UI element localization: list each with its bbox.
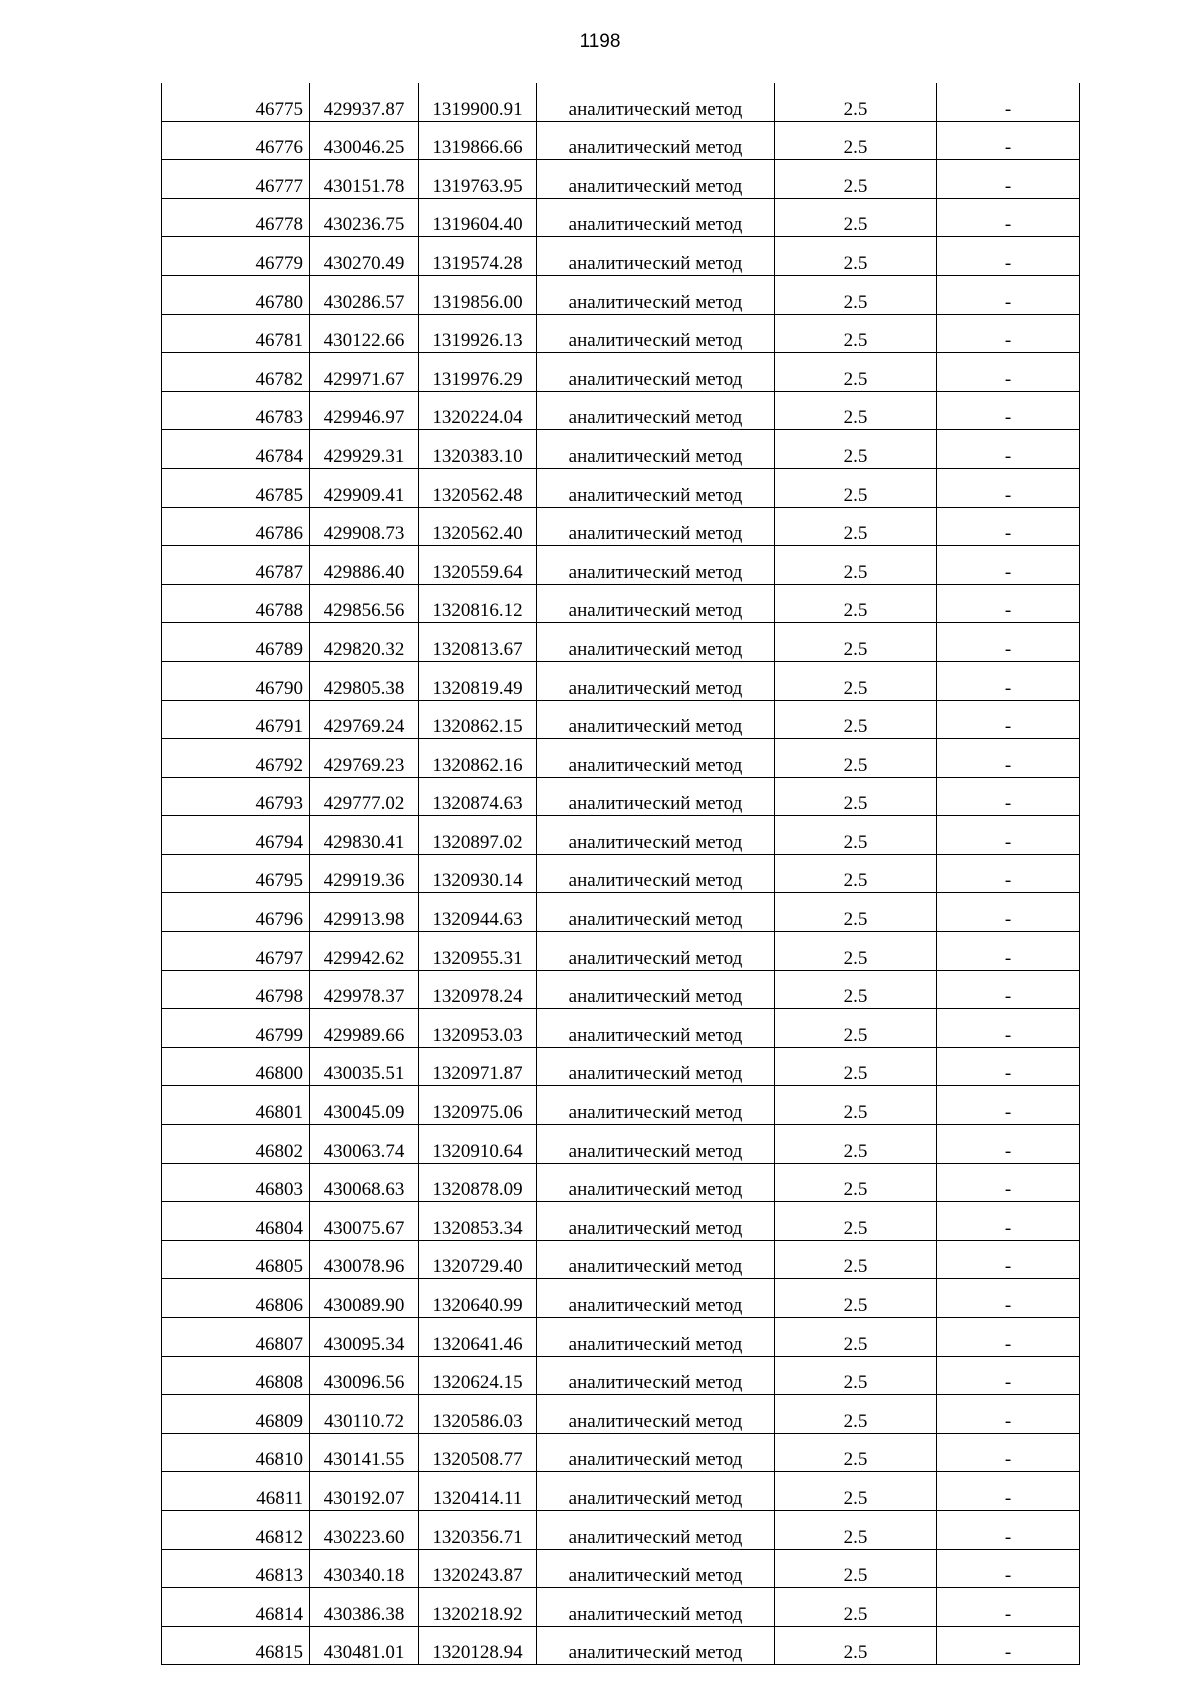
x-coordinate-cell: 429929.31 <box>310 430 419 469</box>
note-cell: - <box>937 1626 1080 1665</box>
table-row <box>162 1510 1080 1549</box>
y-coordinate-cell: 1320559.64 <box>419 546 537 585</box>
y-coordinate-cell: 1319900.91 <box>419 83 537 121</box>
note-cell: - <box>937 623 1080 662</box>
note-cell: - <box>937 546 1080 585</box>
table-row <box>162 507 1080 546</box>
x-coordinate-cell: 430095.34 <box>310 1318 419 1357</box>
y-coordinate-cell: 1320243.87 <box>419 1549 537 1588</box>
table-row <box>162 1125 1080 1164</box>
accuracy-cell: 2.5 <box>775 739 937 778</box>
y-coordinate-cell: 1320975.06 <box>419 1086 537 1125</box>
note-cell: - <box>937 1202 1080 1241</box>
x-coordinate-cell: 430270.49 <box>310 237 419 276</box>
x-coordinate-cell: 430110.72 <box>310 1395 419 1434</box>
method-cell: аналитический метод <box>537 854 775 893</box>
x-coordinate-cell: 430340.18 <box>310 1549 419 1588</box>
x-coordinate-cell: 429820.32 <box>310 623 419 662</box>
point-number-cell: 46802 <box>162 1125 310 1164</box>
coordinates-table-body <box>162 83 1080 1665</box>
note-cell: - <box>937 198 1080 237</box>
table-row <box>162 623 1080 662</box>
method-cell: аналитический метод <box>537 777 775 816</box>
point-number-cell: 46786 <box>162 507 310 546</box>
method-cell: аналитический метод <box>537 970 775 1009</box>
table-row <box>162 468 1080 507</box>
table-row <box>162 237 1080 276</box>
accuracy-cell: 2.5 <box>775 854 937 893</box>
x-coordinate-cell: 430481.01 <box>310 1626 419 1665</box>
accuracy-cell: 2.5 <box>775 391 937 430</box>
method-cell: аналитический метод <box>537 1240 775 1279</box>
note-cell: - <box>937 893 1080 932</box>
method-cell: аналитический метод <box>537 1047 775 1086</box>
point-number-cell: 46804 <box>162 1202 310 1241</box>
y-coordinate-cell: 1320819.49 <box>419 661 537 700</box>
accuracy-cell: 2.5 <box>775 1279 937 1318</box>
accuracy-cell: 2.5 <box>775 1047 937 1086</box>
x-coordinate-cell: 430386.38 <box>310 1588 419 1627</box>
x-coordinate-cell: 430236.75 <box>310 198 419 237</box>
note-cell: - <box>937 584 1080 623</box>
point-number-cell: 46792 <box>162 739 310 778</box>
table-row <box>162 739 1080 778</box>
y-coordinate-cell: 1320897.02 <box>419 816 537 855</box>
note-cell: - <box>937 1279 1080 1318</box>
note-cell: - <box>937 160 1080 199</box>
y-coordinate-cell: 1320978.24 <box>419 970 537 1009</box>
accuracy-cell: 2.5 <box>775 546 937 585</box>
method-cell: аналитический метод <box>537 1163 775 1202</box>
accuracy-cell: 2.5 <box>775 970 937 1009</box>
point-number-cell: 46784 <box>162 430 310 469</box>
point-number-cell: 46798 <box>162 970 310 1009</box>
note-cell: - <box>937 970 1080 1009</box>
method-cell: аналитический метод <box>537 430 775 469</box>
x-coordinate-cell: 429908.73 <box>310 507 419 546</box>
y-coordinate-cell: 1319574.28 <box>419 237 537 276</box>
y-coordinate-cell: 1320853.34 <box>419 1202 537 1241</box>
method-cell: аналитический метод <box>537 275 775 314</box>
point-number-cell: 46787 <box>162 546 310 585</box>
y-coordinate-cell: 1320562.40 <box>419 507 537 546</box>
x-coordinate-cell: 429978.37 <box>310 970 419 1009</box>
y-coordinate-cell: 1320414.11 <box>419 1472 537 1511</box>
x-coordinate-cell: 429856.56 <box>310 584 419 623</box>
note-cell: - <box>937 1318 1080 1357</box>
y-coordinate-cell: 1319866.66 <box>419 121 537 160</box>
x-coordinate-cell: 429971.67 <box>310 353 419 392</box>
table-row <box>162 1318 1080 1357</box>
x-coordinate-cell: 429942.62 <box>310 932 419 971</box>
method-cell: аналитический метод <box>537 468 775 507</box>
note-cell: - <box>937 468 1080 507</box>
table-row <box>162 1356 1080 1395</box>
x-coordinate-cell: 429919.36 <box>310 854 419 893</box>
point-number-cell: 46796 <box>162 893 310 932</box>
note-cell: - <box>937 1433 1080 1472</box>
y-coordinate-cell: 1320862.16 <box>419 739 537 778</box>
note-cell: - <box>937 739 1080 778</box>
note-cell: - <box>937 83 1080 121</box>
note-cell: - <box>937 353 1080 392</box>
point-number-cell: 46778 <box>162 198 310 237</box>
table-row <box>162 1279 1080 1318</box>
accuracy-cell: 2.5 <box>775 777 937 816</box>
table-row <box>162 1395 1080 1434</box>
point-number-cell: 46811 <box>162 1472 310 1511</box>
x-coordinate-cell: 430286.57 <box>310 275 419 314</box>
accuracy-cell: 2.5 <box>775 160 937 199</box>
accuracy-cell: 2.5 <box>775 237 937 276</box>
method-cell: аналитический метод <box>537 391 775 430</box>
point-number-cell: 46799 <box>162 1009 310 1048</box>
method-cell: аналитический метод <box>537 1356 775 1395</box>
y-coordinate-cell: 1320953.03 <box>419 1009 537 1048</box>
method-cell: аналитический метод <box>537 816 775 855</box>
x-coordinate-cell: 429886.40 <box>310 546 419 585</box>
accuracy-cell: 2.5 <box>775 623 937 662</box>
method-cell: аналитический метод <box>537 1433 775 1472</box>
note-cell: - <box>937 1549 1080 1588</box>
table-row <box>162 700 1080 739</box>
coordinates-table <box>161 83 1080 1665</box>
method-cell: аналитический метод <box>537 1279 775 1318</box>
x-coordinate-cell: 429913.98 <box>310 893 419 932</box>
point-number-cell: 46785 <box>162 468 310 507</box>
method-cell: аналитический метод <box>537 1009 775 1048</box>
method-cell: аналитический метод <box>537 661 775 700</box>
accuracy-cell: 2.5 <box>775 1318 937 1357</box>
accuracy-cell: 2.5 <box>775 893 937 932</box>
table-row <box>162 546 1080 585</box>
method-cell: аналитический метод <box>537 1626 775 1665</box>
accuracy-cell: 2.5 <box>775 1395 937 1434</box>
accuracy-cell: 2.5 <box>775 121 937 160</box>
coordinates-table-container <box>161 83 1079 1665</box>
accuracy-cell: 2.5 <box>775 1626 937 1665</box>
method-cell: аналитический метод <box>537 1395 775 1434</box>
note-cell: - <box>937 1510 1080 1549</box>
table-row <box>162 275 1080 314</box>
accuracy-cell: 2.5 <box>775 353 937 392</box>
point-number-cell: 46805 <box>162 1240 310 1279</box>
point-number-cell: 46797 <box>162 932 310 971</box>
method-cell: аналитический метод <box>537 1588 775 1627</box>
table-row <box>162 893 1080 932</box>
point-number-cell: 46795 <box>162 854 310 893</box>
y-coordinate-cell: 1320944.63 <box>419 893 537 932</box>
point-number-cell: 46783 <box>162 391 310 430</box>
table-row <box>162 198 1080 237</box>
accuracy-cell: 2.5 <box>775 1549 937 1588</box>
point-number-cell: 46782 <box>162 353 310 392</box>
point-number-cell: 46806 <box>162 1279 310 1318</box>
table-row <box>162 1626 1080 1665</box>
method-cell: аналитический метод <box>537 1086 775 1125</box>
accuracy-cell: 2.5 <box>775 1588 937 1627</box>
point-number-cell: 46790 <box>162 661 310 700</box>
accuracy-cell: 2.5 <box>775 314 937 353</box>
method-cell: аналитический метод <box>537 623 775 662</box>
note-cell: - <box>937 816 1080 855</box>
y-coordinate-cell: 1320218.92 <box>419 1588 537 1627</box>
note-cell: - <box>937 854 1080 893</box>
table-row <box>162 160 1080 199</box>
method-cell: аналитический метод <box>537 314 775 353</box>
note-cell: - <box>937 777 1080 816</box>
table-row <box>162 1588 1080 1627</box>
point-number-cell: 46794 <box>162 816 310 855</box>
x-coordinate-cell: 430063.74 <box>310 1125 419 1164</box>
method-cell: аналитический метод <box>537 739 775 778</box>
accuracy-cell: 2.5 <box>775 198 937 237</box>
y-coordinate-cell: 1320641.46 <box>419 1318 537 1357</box>
accuracy-cell: 2.5 <box>775 1163 937 1202</box>
note-cell: - <box>937 1472 1080 1511</box>
x-coordinate-cell: 429937.87 <box>310 83 419 121</box>
method-cell: аналитический метод <box>537 1202 775 1241</box>
x-coordinate-cell: 430096.56 <box>310 1356 419 1395</box>
x-coordinate-cell: 430151.78 <box>310 160 419 199</box>
table-row <box>162 1433 1080 1472</box>
y-coordinate-cell: 1320910.64 <box>419 1125 537 1164</box>
accuracy-cell: 2.5 <box>775 275 937 314</box>
x-coordinate-cell: 430223.60 <box>310 1510 419 1549</box>
note-cell: - <box>937 237 1080 276</box>
y-coordinate-cell: 1320813.67 <box>419 623 537 662</box>
point-number-cell: 46777 <box>162 160 310 199</box>
page-number: 1198 <box>579 31 621 52</box>
y-coordinate-cell: 1320971.87 <box>419 1047 537 1086</box>
table-row <box>162 1009 1080 1048</box>
note-cell: - <box>937 661 1080 700</box>
note-cell: - <box>937 1086 1080 1125</box>
table-row <box>162 391 1080 430</box>
method-cell: аналитический метод <box>537 584 775 623</box>
x-coordinate-cell: 430068.63 <box>310 1163 419 1202</box>
method-cell: аналитический метод <box>537 1125 775 1164</box>
table-row <box>162 1047 1080 1086</box>
y-coordinate-cell: 1320930.14 <box>419 854 537 893</box>
method-cell: аналитический метод <box>537 1318 775 1357</box>
point-number-cell: 46807 <box>162 1318 310 1357</box>
method-cell: аналитический метод <box>537 353 775 392</box>
y-coordinate-cell: 1320874.63 <box>419 777 537 816</box>
x-coordinate-cell: 429989.66 <box>310 1009 419 1048</box>
note-cell: - <box>937 430 1080 469</box>
accuracy-cell: 2.5 <box>775 1125 937 1164</box>
y-coordinate-cell: 1319604.40 <box>419 198 537 237</box>
accuracy-cell: 2.5 <box>775 661 937 700</box>
accuracy-cell: 2.5 <box>775 816 937 855</box>
point-number-cell: 46801 <box>162 1086 310 1125</box>
table-row <box>162 314 1080 353</box>
y-coordinate-cell: 1320640.99 <box>419 1279 537 1318</box>
table-row <box>162 1240 1080 1279</box>
point-number-cell: 46791 <box>162 700 310 739</box>
y-coordinate-cell: 1320224.04 <box>419 391 537 430</box>
y-coordinate-cell: 1320624.15 <box>419 1356 537 1395</box>
table-row <box>162 854 1080 893</box>
accuracy-cell: 2.5 <box>775 430 937 469</box>
accuracy-cell: 2.5 <box>775 1510 937 1549</box>
table-row <box>162 816 1080 855</box>
method-cell: аналитический метод <box>537 546 775 585</box>
method-cell: аналитический метод <box>537 1472 775 1511</box>
note-cell: - <box>937 275 1080 314</box>
table-row <box>162 1163 1080 1202</box>
method-cell: аналитический метод <box>537 83 775 121</box>
point-number-cell: 46789 <box>162 623 310 662</box>
note-cell: - <box>937 932 1080 971</box>
method-cell: аналитический метод <box>537 893 775 932</box>
x-coordinate-cell: 430046.25 <box>310 121 419 160</box>
accuracy-cell: 2.5 <box>775 700 937 739</box>
table-row <box>162 430 1080 469</box>
note-cell: - <box>937 314 1080 353</box>
method-cell: аналитический метод <box>537 160 775 199</box>
point-number-cell: 46779 <box>162 237 310 276</box>
x-coordinate-cell: 430035.51 <box>310 1047 419 1086</box>
note-cell: - <box>937 1356 1080 1395</box>
x-coordinate-cell: 429777.02 <box>310 777 419 816</box>
point-number-cell: 46814 <box>162 1588 310 1627</box>
note-cell: - <box>937 700 1080 739</box>
x-coordinate-cell: 430089.90 <box>310 1279 419 1318</box>
y-coordinate-cell: 1320586.03 <box>419 1395 537 1434</box>
accuracy-cell: 2.5 <box>775 468 937 507</box>
x-coordinate-cell: 430141.55 <box>310 1433 419 1472</box>
method-cell: аналитический метод <box>537 700 775 739</box>
point-number-cell: 46781 <box>162 314 310 353</box>
table-row <box>162 932 1080 971</box>
note-cell: - <box>937 1240 1080 1279</box>
point-number-cell: 46803 <box>162 1163 310 1202</box>
accuracy-cell: 2.5 <box>775 1433 937 1472</box>
accuracy-cell: 2.5 <box>775 1240 937 1279</box>
y-coordinate-cell: 1320356.71 <box>419 1510 537 1549</box>
accuracy-cell: 2.5 <box>775 83 937 121</box>
x-coordinate-cell: 429769.24 <box>310 700 419 739</box>
y-coordinate-cell: 1320816.12 <box>419 584 537 623</box>
method-cell: аналитический метод <box>537 1510 775 1549</box>
point-number-cell: 46808 <box>162 1356 310 1395</box>
point-number-cell: 46809 <box>162 1395 310 1434</box>
table-row <box>162 1549 1080 1588</box>
note-cell: - <box>937 1047 1080 1086</box>
point-number-cell: 46815 <box>162 1626 310 1665</box>
accuracy-cell: 2.5 <box>775 932 937 971</box>
method-cell: аналитический метод <box>537 1549 775 1588</box>
note-cell: - <box>937 1009 1080 1048</box>
x-coordinate-cell: 429769.23 <box>310 739 419 778</box>
x-coordinate-cell: 430078.96 <box>310 1240 419 1279</box>
y-coordinate-cell: 1319763.95 <box>419 160 537 199</box>
y-coordinate-cell: 1320562.48 <box>419 468 537 507</box>
method-cell: аналитический метод <box>537 932 775 971</box>
x-coordinate-cell: 429805.38 <box>310 661 419 700</box>
note-cell: - <box>937 1395 1080 1434</box>
y-coordinate-cell: 1320383.10 <box>419 430 537 469</box>
note-cell: - <box>937 121 1080 160</box>
table-row <box>162 777 1080 816</box>
note-cell: - <box>937 391 1080 430</box>
accuracy-cell: 2.5 <box>775 1356 937 1395</box>
table-row <box>162 1086 1080 1125</box>
y-coordinate-cell: 1319856.00 <box>419 275 537 314</box>
note-cell: - <box>937 1163 1080 1202</box>
point-number-cell: 46812 <box>162 1510 310 1549</box>
method-cell: аналитический метод <box>537 237 775 276</box>
y-coordinate-cell: 1320878.09 <box>419 1163 537 1202</box>
point-number-cell: 46813 <box>162 1549 310 1588</box>
table-row <box>162 661 1080 700</box>
point-number-cell: 46810 <box>162 1433 310 1472</box>
point-number-cell: 46793 <box>162 777 310 816</box>
note-cell: - <box>937 1588 1080 1627</box>
y-coordinate-cell: 1320955.31 <box>419 932 537 971</box>
accuracy-cell: 2.5 <box>775 1009 937 1048</box>
x-coordinate-cell: 430122.66 <box>310 314 419 353</box>
y-coordinate-cell: 1320128.94 <box>419 1626 537 1665</box>
point-number-cell: 46800 <box>162 1047 310 1086</box>
x-coordinate-cell: 429946.97 <box>310 391 419 430</box>
table-row <box>162 1472 1080 1511</box>
point-number-cell: 46775 <box>162 83 310 121</box>
x-coordinate-cell: 429830.41 <box>310 816 419 855</box>
table-row <box>162 83 1080 121</box>
accuracy-cell: 2.5 <box>775 1202 937 1241</box>
point-number-cell: 46780 <box>162 275 310 314</box>
note-cell: - <box>937 507 1080 546</box>
y-coordinate-cell: 1320862.15 <box>419 700 537 739</box>
table-row <box>162 353 1080 392</box>
table-row <box>162 121 1080 160</box>
point-number-cell: 46776 <box>162 121 310 160</box>
method-cell: аналитический метод <box>537 121 775 160</box>
accuracy-cell: 2.5 <box>775 584 937 623</box>
x-coordinate-cell: 430075.67 <box>310 1202 419 1241</box>
accuracy-cell: 2.5 <box>775 1472 937 1511</box>
x-coordinate-cell: 429909.41 <box>310 468 419 507</box>
table-row <box>162 584 1080 623</box>
table-row <box>162 1202 1080 1241</box>
y-coordinate-cell: 1320508.77 <box>419 1433 537 1472</box>
accuracy-cell: 2.5 <box>775 507 937 546</box>
y-coordinate-cell: 1320729.40 <box>419 1240 537 1279</box>
table-row <box>162 970 1080 1009</box>
method-cell: аналитический метод <box>537 198 775 237</box>
method-cell: аналитический метод <box>537 507 775 546</box>
accuracy-cell: 2.5 <box>775 1086 937 1125</box>
y-coordinate-cell: 1319926.13 <box>419 314 537 353</box>
x-coordinate-cell: 430045.09 <box>310 1086 419 1125</box>
y-coordinate-cell: 1319976.29 <box>419 353 537 392</box>
note-cell: - <box>937 1125 1080 1164</box>
point-number-cell: 46788 <box>162 584 310 623</box>
x-coordinate-cell: 430192.07 <box>310 1472 419 1511</box>
